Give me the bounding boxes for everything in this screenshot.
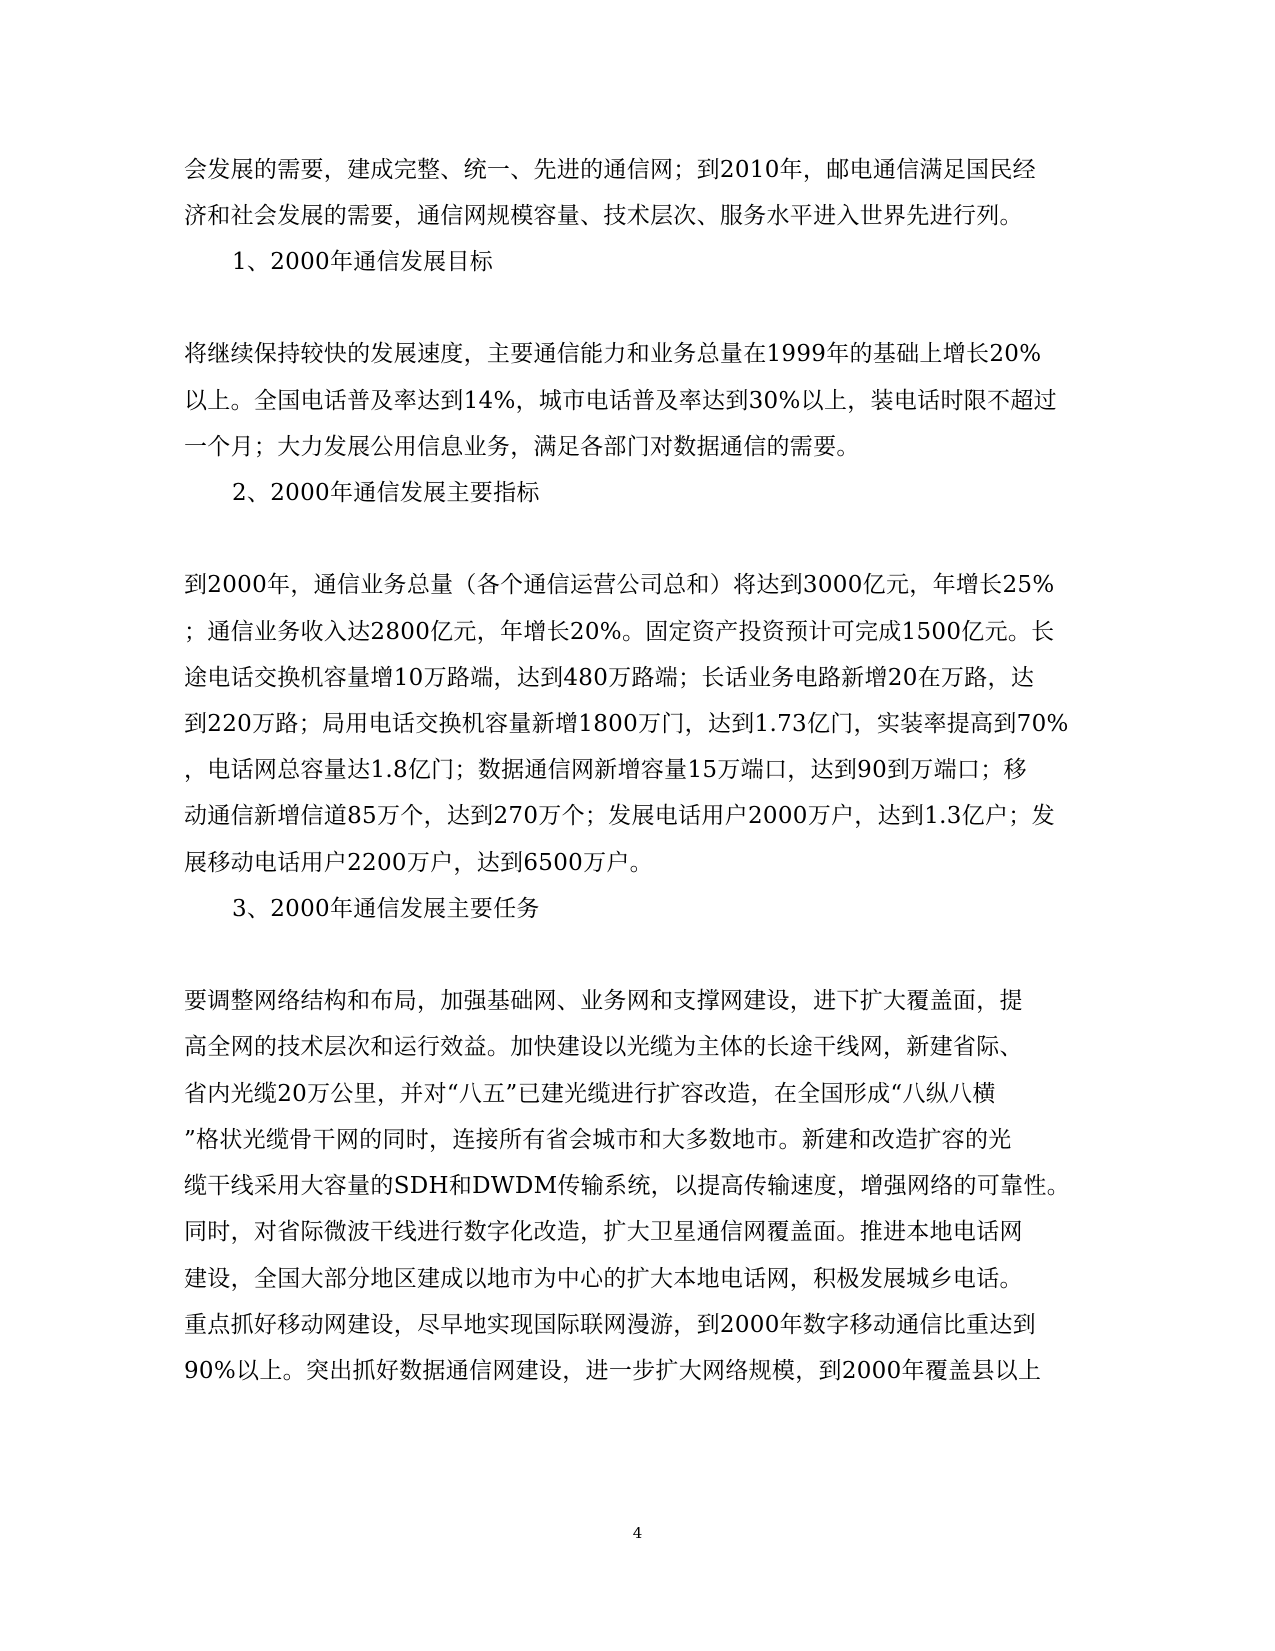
body-text-line: 缆干线采用大容量的SDH和DWDM传输系统，以提高传输速度，增强网络的可靠性。 xyxy=(184,1173,1071,1199)
body-text-line: 动通信新增信道85万个，达到270万个；发展电话用户2000万户，达到1.3亿户；发 xyxy=(184,803,1055,829)
body-text-line: 到2000年，通信业务总量（各个通信运营公司总和）将达到3000亿元，年增长25% xyxy=(184,572,1055,598)
body-text-line: ”格状光缆骨干网的同时，连接所有省会城市和大多数地市。新建和改造扩容的光 xyxy=(184,1127,1012,1153)
body-text-line: 要调整网络结构和布局，加强基础网、业务网和支撑网建设，进下扩大覆盖面，提 xyxy=(184,988,1023,1014)
body-text-line: ，电话网总容量达1.8亿门；数据通信网新增容量15万端口，达到90到万端口；移 xyxy=(184,757,1027,783)
body-text-line: 建设，全国大部分地区建成以地市为中心的扩大本地电话网，积极发展城乡电话。 xyxy=(184,1266,1023,1292)
section-heading: 1、2000年通信发展目标 xyxy=(232,249,494,275)
body-text-line: 到220万路；局用电话交换机容量新增1800万门，达到1.73亿门，实装率提高到70% xyxy=(184,711,1069,737)
section-heading: 3、2000年通信发展主要任务 xyxy=(232,896,540,922)
body-text-line: 济和社会发展的需要，通信网规模容量、技术层次、服务水平进入世界先进行列。 xyxy=(184,203,1023,229)
body-text-line: ；通信业务收入达2800亿元，年增长20%。固定资产投资预计可完成1500亿元。长 xyxy=(184,619,1055,645)
body-text-line: 以上。全国电话普及率达到14%，城市电话普及率达到30%以上，装电话时限不超过 xyxy=(184,388,1057,414)
body-text-line: 将继续保持较快的发展速度，主要通信能力和业务总量在1999年的基础上增长20% xyxy=(184,341,1042,367)
section-heading: 2、2000年通信发展主要指标 xyxy=(232,480,540,506)
body-text-line: 90%以上。突出抓好数据通信网建设，进一步扩大网络规模，到2000年覆盖县以上 xyxy=(184,1358,1042,1384)
body-text-line: 展移动电话用户2200万户，达到6500万户。 xyxy=(184,850,653,876)
body-text-line: 同时，对省际微波干线进行数字化改造，扩大卫星通信网覆盖面。推进本地电话网 xyxy=(184,1219,1023,1245)
body-text-line: 一个月；大力发展公用信息业务，满足各部门对数据通信的需要。 xyxy=(184,434,860,460)
body-text-line: 会发展的需要，建成完整、统一、先进的通信网；到2010年，邮电通信满足国民经 xyxy=(184,157,1036,183)
body-text-line: 省内光缆20万公里，并对“八五”已建光缆进行扩容改造，在全国形成“八纵八横 xyxy=(184,1081,996,1107)
body-text-line: 高全网的技术层次和运行效益。加快建设以光缆为主体的长途干线网，新建省际、 xyxy=(184,1034,1023,1060)
page-number: 4 xyxy=(632,1524,643,1542)
body-text-line: 途电话交换机容量增10万路端，达到480万路端；长话业务电路新增20在万路，达 xyxy=(184,665,1035,691)
body-text-line: 重点抓好移动网建设，尽早地实现国际联网漫游，到2000年数字移动通信比重达到 xyxy=(184,1312,1036,1338)
